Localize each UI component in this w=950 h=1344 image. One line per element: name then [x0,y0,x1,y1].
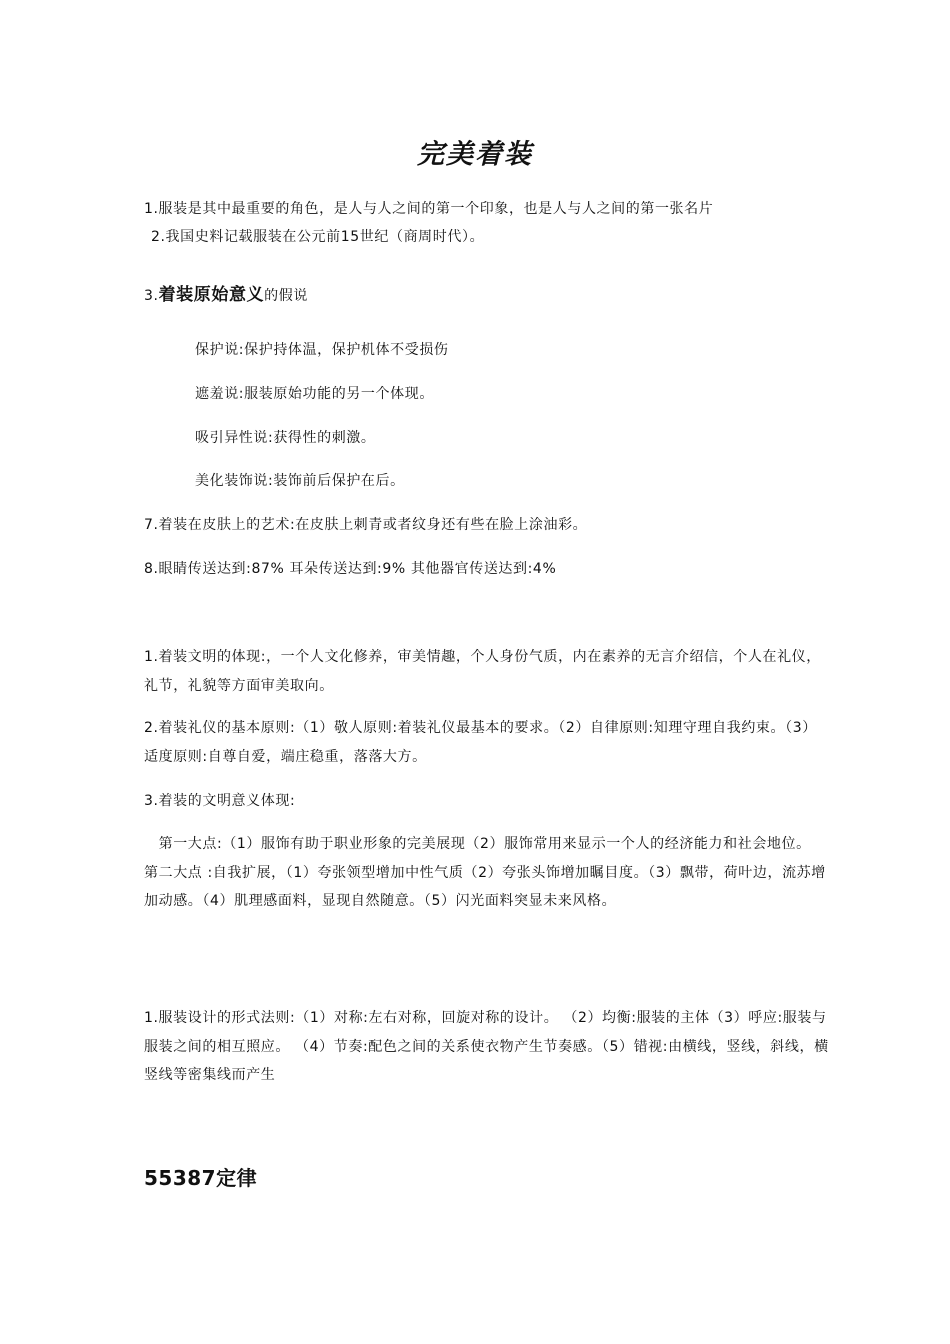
paragraph-8: 8.眼睛传送达到:87% 耳朵传送达到:9% 其他器官传送达到:4% [144,561,557,577]
design-paragraph-1: 1.服装设计的形式法则:（1）对称:左右对称，回旋对称的设计。 （2）均衡:服装的主体（3）呼应:服装与服装之间的相互照应。 （4）节奏:配色之间的关系使衣物产生节奏感。（5）错视:由横线，竖线，斜线，横竖线等密集线而产生 [144,1010,829,1083]
paragraph-7: 7.着装在皮肤上的艺术:在皮肤上刺青或者纹身还有些在脸上涂油彩。 [144,517,588,533]
hypotheses-heading-suffix: 的假说 [264,288,308,304]
hypotheses-heading-bold: 着装原始意义 [158,285,265,305]
hypotheses-heading-number: 3. [144,288,159,304]
civilization-paragraph-4: 第一大点:（1）服饰有助于职业形象的完美展现（2）服饰常用来显示一个人的经济能力和社会地位。 第二大点 :自我扩展，（1）夸张领型增加中性气质（2）夸张头饰增加瞩目度。（3）飘带，荷叶边，流苏增加动感。（4）肌理感面料，显现自然随意。（5）闪光面料突显未来风格。 [144,836,833,909]
civilization-paragraph-2: 2.着装礼仪的基本原则:（1）敬人原则:着装礼仪最基本的要求。（2）自律原则:知理守理自我约束。（3）适度原则:自尊自爱，端庄稳重，落落大方。 [144,720,817,765]
intro-paragraph-2: 2.我国史料记载服装在公元前15世纪（商周时代）。 [151,229,485,245]
hypotheses-heading [144,285,830,306]
hypothesis-item: 美化装饰说:装饰前后保护在后。 [195,473,405,489]
civilization-paragraph-1: 1.着装文明的体现:，一个人文化修养，审美情趣，个人身份气质，内在素养的无言介绍信，个人在礼仪，礼节，礼貌等方面审美取向。 [144,649,821,694]
hypothesis-item: 保护说:保护持体温，保护机体不受损伤 [195,342,449,358]
law-heading: 55387定律 [144,1166,258,1190]
intro-paragraph-1: 1.服装是其中最重要的角色，是人与人之间的第一个印象，也是人与人之间的第一张名片 [144,201,714,217]
page-title: 完美着装 [417,139,533,170]
hypothesis-item: 遮羞说:服装原始功能的另一个体现。 [195,386,434,402]
hypothesis-item: 吸引异性说:获得性的刺激。 [195,430,376,446]
civilization-paragraph-3: 3.着装的文明意义体现: [144,793,296,809]
